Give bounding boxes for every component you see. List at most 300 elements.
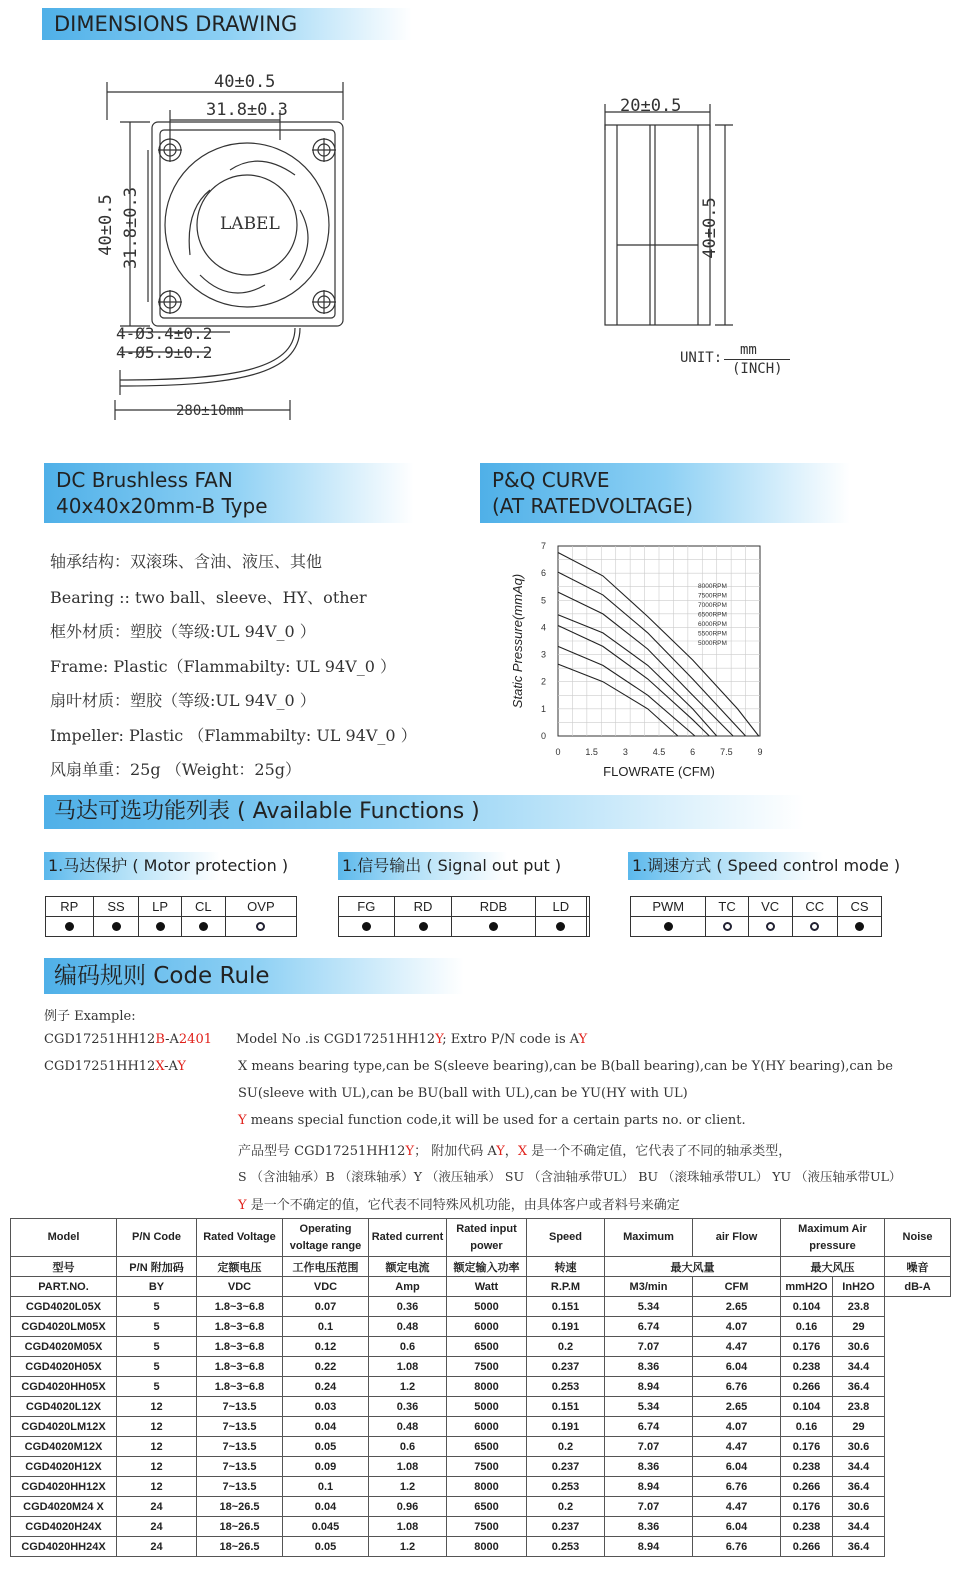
- value-cell: 18~26.5: [197, 1497, 283, 1517]
- x-tick-label: 9: [757, 747, 763, 757]
- func-row-labels: [46, 897, 297, 917]
- value-cell: 12: [117, 1417, 197, 1437]
- func-row-marks: [339, 917, 590, 937]
- value-cell: 0.1: [283, 1477, 369, 1497]
- ex1-num: 2401: [178, 1032, 212, 1047]
- functions-title: [44, 795, 804, 829]
- unit-range: VDC: [283, 1277, 369, 1297]
- value-cell: 36.4: [833, 1537, 885, 1557]
- col-pressure-cn: 最大风压: [781, 1257, 885, 1277]
- rule-x: X: [517, 1144, 528, 1159]
- x-tick-label: 7.5: [720, 747, 733, 757]
- value-cell: 18~26.5: [197, 1517, 283, 1537]
- y-tick-label: 6: [540, 568, 546, 579]
- table-row: [11, 1337, 951, 1357]
- series-label: 7500RPM: [698, 592, 727, 600]
- available-dot-icon: [664, 922, 673, 931]
- value-cell: 24: [117, 1497, 197, 1517]
- dim-height-label: 40±0.5: [96, 194, 116, 256]
- col-model-cn: 型号: [11, 1257, 117, 1277]
- value-cell: 0.36: [369, 1297, 447, 1317]
- table-row: [11, 1517, 951, 1537]
- side-depth-label: 20±0.5: [620, 96, 682, 116]
- unit-vdc: VDC: [197, 1277, 283, 1297]
- func-mark-cell: [139, 917, 181, 937]
- value-cell: 36.4: [833, 1377, 885, 1397]
- value-cell: 5000: [447, 1397, 527, 1417]
- value-cell: 4.47: [693, 1337, 781, 1357]
- value-cell: 7500: [447, 1357, 527, 1377]
- value-cell: 1.08: [369, 1357, 447, 1377]
- product-title-line2: 40x40x20mm-B Type: [56, 494, 268, 518]
- value-cell: 5.34: [605, 1297, 693, 1317]
- value-cell: 7~13.5: [197, 1417, 283, 1437]
- col-flow-cn: 最大风量: [605, 1257, 781, 1277]
- dim-hole-spacing-v-label: 31.8±0.3: [121, 187, 141, 269]
- value-cell: 0.24: [283, 1377, 369, 1397]
- func-row-marks: [46, 917, 297, 937]
- rule-text: Model No .is CGD17251HH12: [236, 1032, 436, 1047]
- model-cell: CGD4020M05X: [11, 1337, 117, 1357]
- func-item: PWM: [631, 897, 706, 917]
- func-item: LP: [139, 897, 181, 917]
- unit-mmh2o: mmH2O: [781, 1277, 833, 1297]
- unit-prefix: UNIT:: [680, 350, 723, 366]
- rule-text: means special function code,it will be used for a certain parts no. or client.: [246, 1113, 746, 1128]
- col-range: Operating voltage range: [283, 1219, 369, 1257]
- col-flow-a: Maximum: [605, 1219, 693, 1257]
- value-cell: 12: [117, 1457, 197, 1477]
- value-cell: 0.191: [527, 1417, 605, 1437]
- value-cell: 18~26.5: [197, 1537, 283, 1557]
- value-cell: 0.151: [527, 1397, 605, 1417]
- value-cell: 7~13.5: [197, 1477, 283, 1497]
- func-table-speed: [630, 896, 882, 937]
- value-cell: 0.12: [283, 1337, 369, 1357]
- func-row-marks: [631, 917, 882, 937]
- value-cell: 0.6: [369, 1337, 447, 1357]
- rule-line-3: SU(sleeve with UL),can be BU(ball with UL),can be YU(HY with UL): [238, 1086, 688, 1101]
- value-cell: 6.04: [693, 1357, 781, 1377]
- product-title-line1: DC Brushless FAN: [56, 468, 233, 492]
- functions-title-text: 马达可选功能列表 ( Available Functions ): [54, 799, 480, 824]
- series-label: 5500RPM: [698, 630, 727, 638]
- value-cell: 8000: [447, 1377, 527, 1397]
- dimensions-title-text: DIMENSIONS DRAWING: [54, 12, 298, 36]
- value-cell: 7500: [447, 1457, 527, 1477]
- available-dot-icon: [489, 922, 498, 931]
- y-tick-label: 7: [540, 541, 546, 551]
- spec-frame-cn: 框外材质：塑胶（等级:UL 94V_0 ）: [50, 622, 316, 641]
- value-cell: 5000: [447, 1297, 527, 1317]
- value-cell: 5.34: [605, 1397, 693, 1417]
- col-voltage-cn: 定额电压: [197, 1257, 283, 1277]
- spec-bearing-en: Bearing :: two ball、sleeve、HY、other: [50, 588, 367, 607]
- available-dot-icon: [855, 922, 864, 931]
- series-label: 7000RPM: [698, 602, 727, 609]
- available-dot-icon: [65, 922, 74, 931]
- func-table-motor: [45, 896, 297, 937]
- func-mark-cell: [452, 917, 535, 937]
- value-cell: 0.07: [283, 1297, 369, 1317]
- value-cell: 1.08: [369, 1457, 447, 1477]
- value-cell: 6000: [447, 1417, 527, 1437]
- spec-bearing-cn: 轴承结构：双滚珠、含油、液压、其他: [50, 552, 323, 571]
- value-cell: 8.94: [605, 1477, 693, 1497]
- table-row: [11, 1397, 951, 1417]
- value-cell: 36.4: [833, 1477, 885, 1497]
- value-cell: 0.237: [527, 1357, 605, 1377]
- value-cell: 30.6: [833, 1437, 885, 1457]
- func-group-motor-title: 1.马达保护 ( Motor protection ): [44, 852, 314, 880]
- series-label: 6500RPM: [698, 611, 727, 619]
- value-cell: 0.22: [283, 1357, 369, 1377]
- example-code-2: [44, 1059, 186, 1074]
- spec-table-body: [11, 1297, 951, 1557]
- func-row-labels: [339, 897, 590, 917]
- value-cell: 0.04: [283, 1417, 369, 1437]
- func-item: RP: [46, 897, 94, 917]
- value-cell: 6500: [447, 1497, 527, 1517]
- model-cell: CGD4020H24X: [11, 1517, 117, 1537]
- ex1-main: CGD17251HH12: [44, 1032, 156, 1047]
- y-axis-label: Static Pressure(mmAq): [510, 573, 525, 709]
- value-cell: 6.76: [693, 1537, 781, 1557]
- unit-divider: [724, 359, 790, 360]
- value-cell: 0.6: [369, 1437, 447, 1457]
- value-cell: 8000: [447, 1537, 527, 1557]
- func-mark-cell: [838, 917, 882, 937]
- rule-y: Y: [238, 1198, 247, 1213]
- value-cell: 6.74: [605, 1417, 693, 1437]
- value-cell: 5: [117, 1317, 197, 1337]
- cable-length-label: 280±10mm: [176, 403, 244, 419]
- optional-ring-icon: [810, 922, 819, 931]
- unit-inch: (INCH): [732, 361, 783, 377]
- rule-line-4: [238, 1113, 746, 1128]
- func-item: CS: [838, 897, 882, 917]
- value-cell: 7.07: [605, 1497, 693, 1517]
- func-mark-cell: [706, 917, 748, 937]
- value-cell: 4.47: [693, 1437, 781, 1457]
- value-cell: 0.191: [527, 1317, 605, 1337]
- table-row: [11, 1377, 951, 1397]
- value-cell: 0.238: [781, 1457, 833, 1477]
- example-code-1: [44, 1032, 212, 1047]
- value-cell: 0.16: [781, 1317, 833, 1337]
- value-cell: 0.151: [527, 1297, 605, 1317]
- func-mark-cell: [46, 917, 94, 937]
- value-cell: 8.36: [605, 1457, 693, 1477]
- pq-chart: [500, 536, 790, 786]
- value-cell: 23.8: [833, 1297, 885, 1317]
- spec-table: [10, 1218, 951, 1557]
- spec-impeller-en: Impeller: Plastic （Flammabilty: UL 94V_0 ）: [50, 726, 417, 745]
- dimensions-title: [42, 8, 412, 40]
- value-cell: 0.045: [283, 1517, 369, 1537]
- optional-ring-icon: [723, 922, 732, 931]
- value-cell: 5: [117, 1357, 197, 1377]
- unit-cfm: CFM: [693, 1277, 781, 1297]
- func-mark-cell: [93, 917, 139, 937]
- optional-ring-icon: [766, 922, 775, 931]
- x-tick-label: 1.5: [585, 747, 598, 757]
- value-cell: 1.2: [369, 1377, 447, 1397]
- rule-line-5: [238, 1140, 791, 1159]
- value-cell: 29: [833, 1317, 885, 1337]
- rule-text: ； 附加代码 A: [414, 1144, 497, 1159]
- value-cell: 1.2: [369, 1537, 447, 1557]
- col-voltage: Rated Voltage: [197, 1219, 283, 1257]
- code-rule-title: [44, 958, 464, 994]
- rule-y: Y: [435, 1032, 443, 1047]
- product-title: [44, 463, 414, 523]
- pn-code-cell: BY: [117, 1277, 197, 1297]
- dim-width-label: 40±0.5: [214, 72, 276, 92]
- unit-mm: mm: [740, 342, 757, 358]
- rule-text: 产品型号 CGD17251HH12: [238, 1144, 406, 1159]
- value-cell: 6.04: [693, 1517, 781, 1537]
- table-row: [11, 1357, 951, 1377]
- func-item: VC: [748, 897, 792, 917]
- value-cell: 5: [117, 1297, 197, 1317]
- unit-watt: Watt: [447, 1277, 527, 1297]
- ex2-x: X: [155, 1059, 165, 1074]
- value-cell: 6500: [447, 1337, 527, 1357]
- col-speed: Speed: [527, 1219, 605, 1257]
- value-cell: 0.2: [527, 1497, 605, 1517]
- value-cell: 6.74: [605, 1317, 693, 1337]
- ex2-y: Y: [177, 1059, 186, 1074]
- available-dot-icon: [419, 922, 428, 931]
- func-item: RDB: [452, 897, 535, 917]
- value-cell: 0.237: [527, 1517, 605, 1537]
- value-cell: 0.266: [781, 1537, 833, 1557]
- value-cell: 0.237: [527, 1457, 605, 1477]
- rule-line-6: S （含油轴承）B （滚珠轴承）Y （液压轴承） SU （含油轴承带UL） BU （滚珠轴承带UL） YU （液压轴承带UL）: [238, 1169, 902, 1184]
- spec-impeller-cn: 扇叶材质：塑胶（等级:UL 94V_0 ）: [50, 691, 316, 710]
- value-cell: 0.09: [283, 1457, 369, 1477]
- model-cell: CGD4020HH05X: [11, 1377, 117, 1397]
- value-cell: 7~13.5: [197, 1437, 283, 1457]
- model-cell: CGD4020HH12X: [11, 1477, 117, 1497]
- value-cell: 34.4: [833, 1517, 885, 1537]
- series-label: 6000RPM: [698, 621, 727, 628]
- value-cell: 30.6: [833, 1497, 885, 1517]
- value-cell: 1.8~3~6.8: [197, 1357, 283, 1377]
- func-item: FG: [339, 897, 395, 917]
- x-tick-label: 4.5: [652, 747, 666, 757]
- available-dot-icon: [199, 922, 208, 931]
- rule-y: Y: [238, 1113, 247, 1128]
- holes-large-label: 4-Ø5.9±0.2: [116, 343, 213, 362]
- side-height-label: 40±0.5: [700, 197, 720, 259]
- table-row: [11, 1317, 951, 1337]
- fan-label-text: LABEL: [220, 214, 280, 234]
- pq-title: [480, 463, 850, 523]
- value-cell: 0.176: [781, 1437, 833, 1457]
- col-flow-b: air Flow: [693, 1219, 781, 1257]
- func-item: SS: [93, 897, 139, 917]
- value-cell: 4.07: [693, 1417, 781, 1437]
- rule-y: Y: [496, 1144, 505, 1159]
- func-row-labels: [631, 897, 882, 917]
- table-row: [11, 1477, 951, 1497]
- unit-rpm: R.P.M: [527, 1277, 605, 1297]
- value-cell: 8.94: [605, 1537, 693, 1557]
- value-cell: 12: [117, 1397, 197, 1417]
- model-cell: CGD4020H12X: [11, 1457, 117, 1477]
- rule-text: ，: [504, 1144, 518, 1159]
- rule-text: ; Extro P/N code is A: [442, 1032, 579, 1047]
- table-row: [11, 1537, 951, 1557]
- value-cell: 0.03: [283, 1397, 369, 1417]
- col-pressure: Maximum Air pressure: [781, 1219, 885, 1257]
- func-table-signal: [338, 896, 590, 937]
- value-cell: 30.6: [833, 1337, 885, 1357]
- value-cell: 8.36: [605, 1517, 693, 1537]
- value-cell: 0.48: [369, 1417, 447, 1437]
- value-cell: 6500: [447, 1437, 527, 1457]
- ex1-dash: -A: [165, 1032, 179, 1047]
- value-cell: 0.96: [369, 1497, 447, 1517]
- unit-dba: dB-A: [885, 1277, 951, 1297]
- value-cell: 0.253: [527, 1537, 605, 1557]
- value-cell: 0.104: [781, 1297, 833, 1317]
- value-cell: 7~13.5: [197, 1457, 283, 1477]
- value-cell: 0.253: [527, 1377, 605, 1397]
- y-tick-label: 1: [540, 703, 546, 714]
- col-power-cn: 额定输入功率: [447, 1257, 527, 1277]
- value-cell: 2.65: [693, 1397, 781, 1417]
- col-model: Model: [11, 1219, 117, 1257]
- func-mark-cell: [225, 917, 296, 937]
- func-item: CL: [181, 897, 225, 917]
- spec-weight: 风扇单重：25g （Weight：25g）: [50, 760, 301, 779]
- col-pn-cn: P/N 附加码: [117, 1257, 197, 1277]
- series-label: 5000RPM: [698, 640, 727, 647]
- x-tick-label: 0: [555, 747, 561, 757]
- func-item: RD: [394, 897, 452, 917]
- unit-partno: PART.NO.: [11, 1277, 117, 1297]
- dim-hole-spacing-label: 31.8±0.3: [206, 100, 288, 120]
- value-cell: 0.48: [369, 1317, 447, 1337]
- spec-frame-en: Frame: Plastic（Flammabilty: UL 94V_0 ）: [50, 657, 396, 676]
- value-cell: 6.76: [693, 1477, 781, 1497]
- optional-ring-icon: [256, 922, 265, 931]
- value-cell: 5: [117, 1377, 197, 1397]
- value-cell: 0.253: [527, 1477, 605, 1497]
- pq-title-line2: (AT RATEDVOLTAGE): [492, 494, 694, 518]
- value-cell: 0.176: [781, 1497, 833, 1517]
- col-range-cn: 工作电压范围: [283, 1257, 369, 1277]
- rule-y: Y: [578, 1032, 588, 1047]
- func-mark-cell: [339, 917, 395, 937]
- col-noise-cn: 噪音: [885, 1257, 951, 1277]
- y-tick-label: 3: [540, 649, 546, 660]
- value-cell: 1.8~3~6.8: [197, 1337, 283, 1357]
- y-tick-label: 2: [540, 676, 546, 687]
- value-cell: 0.238: [781, 1357, 833, 1377]
- rule-text: 是一个不确定值，它代表了不同的轴承类型，: [527, 1144, 792, 1159]
- value-cell: 7~13.5: [197, 1397, 283, 1417]
- rule-line-1: [236, 1032, 587, 1047]
- value-cell: 5: [117, 1337, 197, 1357]
- value-cell: 4.07: [693, 1317, 781, 1337]
- func-mark-cell: [748, 917, 792, 937]
- value-cell: 6.04: [693, 1457, 781, 1477]
- x-tick-label: 3: [622, 747, 628, 757]
- unit-inh2o: InH2O: [833, 1277, 885, 1297]
- value-cell: 7.07: [605, 1337, 693, 1357]
- model-cell: CGD4020M24 X: [11, 1497, 117, 1517]
- ex2-main: CGD17251HH12: [44, 1059, 156, 1074]
- value-cell: 0.266: [781, 1377, 833, 1397]
- func-group-signal-title: 1.信号输出 ( Signal out put ): [338, 852, 598, 880]
- col-current-cn: 额定电流: [369, 1257, 447, 1277]
- available-dot-icon: [112, 922, 121, 931]
- value-cell: 24: [117, 1517, 197, 1537]
- func-item: CC: [792, 897, 838, 917]
- func-group-speed-title: 1.调速方式 ( Speed control mode ): [628, 852, 928, 880]
- col-pn: P/N Code: [117, 1219, 197, 1257]
- value-cell: 23.8: [833, 1397, 885, 1417]
- func-item: LD: [535, 897, 586, 917]
- func-mark-cell: [181, 917, 225, 937]
- value-cell: 8.94: [605, 1377, 693, 1397]
- y-tick-label: 0: [540, 731, 546, 741]
- value-cell: 2.65: [693, 1297, 781, 1317]
- func-mark-cell: [535, 917, 586, 937]
- value-cell: 8000: [447, 1477, 527, 1497]
- value-cell: 6000: [447, 1317, 527, 1337]
- table-row: [11, 1437, 951, 1457]
- holes-small-label: 4-Ø3.4±0.2: [116, 324, 213, 343]
- func-item: [587, 897, 590, 917]
- model-cell: CGD4020H05X: [11, 1357, 117, 1377]
- value-cell: 29: [833, 1417, 885, 1437]
- rule-line-7: [238, 1194, 680, 1213]
- value-cell: 8.36: [605, 1357, 693, 1377]
- value-cell: 0.04: [283, 1497, 369, 1517]
- unit-m3: M3/min: [605, 1277, 693, 1297]
- available-dot-icon: [362, 922, 371, 931]
- table-header-cn-row: [11, 1257, 951, 1277]
- available-dot-icon: [556, 922, 565, 931]
- model-cell: CGD4020M12X: [11, 1437, 117, 1457]
- rule-y: Y: [405, 1144, 415, 1159]
- value-cell: 0.104: [781, 1397, 833, 1417]
- func-mark-cell: [631, 917, 706, 937]
- y-tick-label: 4: [540, 622, 546, 633]
- value-cell: 0.266: [781, 1477, 833, 1497]
- value-cell: 1.8~3~6.8: [197, 1317, 283, 1337]
- model-cell: CGD4020HH24X: [11, 1537, 117, 1557]
- value-cell: 1.8~3~6.8: [197, 1297, 283, 1317]
- code-rule-title-text: 编码规则 Code Rule: [54, 963, 270, 989]
- value-cell: 34.4: [833, 1357, 885, 1377]
- value-cell: 0.1: [283, 1317, 369, 1337]
- table-row: [11, 1417, 951, 1437]
- rule-line-2: X means bearing type,can be S(sleeve bearing),can be B(ball bearing),can be Y(HY bearing),can be: [238, 1059, 893, 1074]
- table-row: [11, 1297, 951, 1317]
- model-cell: CGD4020L05X: [11, 1297, 117, 1317]
- unit-amp: Amp: [369, 1277, 447, 1297]
- value-cell: 0.2: [527, 1337, 605, 1357]
- series-label: 8000RPM: [698, 583, 727, 590]
- value-cell: 12: [117, 1437, 197, 1457]
- col-power: Rated input power: [447, 1219, 527, 1257]
